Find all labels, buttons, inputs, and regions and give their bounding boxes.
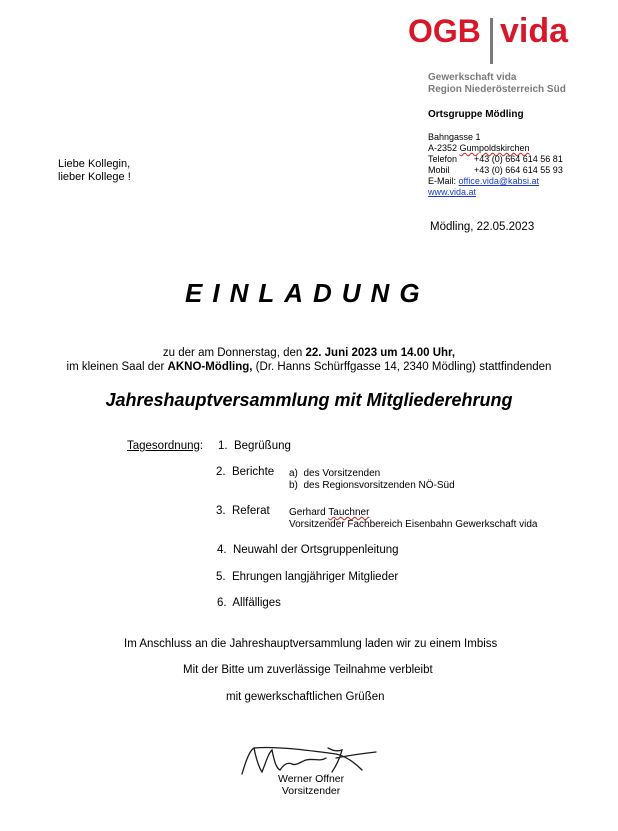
group-name: Ortsgruppe Mödling	[428, 109, 524, 120]
subitem-a: a) des Vorsitzenden	[289, 468, 381, 479]
event-subtitle: Jahreshauptversammlung mit Mitgliederehrung	[105, 390, 513, 410]
closing-line-2: Mit der Bitte um zuverlässige Teilnahme verbleibt	[183, 664, 433, 676]
org-name	[428, 72, 566, 96]
speaker-role: Vorsitzender Fachbereich Eisenbahn Gewerkschaft vida	[289, 519, 538, 530]
address-street: Bahngasse 1	[428, 132, 481, 142]
agenda-item-4: 4. Neuwahl der Ortsgruppenleitung	[217, 544, 399, 556]
intro-line-1: zu der am Donnerstag, den 22. Juni 2023 um 14.00 Uhr,	[162, 347, 456, 359]
speaker-name: Gerhard Tauchner	[289, 507, 370, 518]
subitem-b: b) des Regionsvorsitzenden NÖ-Süd	[289, 480, 455, 491]
signer-block	[278, 773, 344, 797]
intro-text	[0, 346, 618, 374]
signer-name: Werner Offner	[278, 773, 345, 785]
phone-line: Telefon +43 (0) 664 614 56 81	[428, 154, 563, 164]
salutation-line-1: Liebe Kollegin,	[58, 158, 131, 170]
ogb-vida-logo	[408, 8, 586, 64]
intro-line-2: im kleinen Saal der AKNO-Mödling, (Dr. Hanns Schürffgasse 14, 2340 Mödling) stattfindenden	[66, 361, 552, 373]
org-line-2: Region Niederösterreich Süd	[428, 84, 566, 95]
logo-text-ogb: OGB	[408, 13, 481, 49]
signer-role: Vorsitzender	[281, 785, 341, 797]
logo-divider	[490, 18, 493, 64]
email-link[interactable]: office.vida@kabsi.at	[458, 176, 540, 186]
salutation-line-2: lieber Kollege !	[58, 171, 131, 183]
closing-line-3: mit gewerkschaftlichen Grüßen	[226, 691, 385, 703]
agenda-item-5: 5. Ehrungen langjähriger Mitglieder	[216, 571, 399, 583]
agenda-item-2-subitems	[289, 468, 455, 492]
agenda-item-3-speaker	[289, 507, 537, 531]
closing-line-1: Im Anschluss an die Jahreshauptversammlung laden wir zu einem Imbiss	[124, 638, 498, 650]
letter-date: Mödling, 22.05.2023	[430, 221, 535, 233]
email-line: E-Mail: office.vida@kabsi.at	[428, 176, 540, 186]
salutation	[58, 158, 131, 184]
web-link[interactable]: www.vida.at	[428, 187, 477, 197]
agenda-item-6: 6. Allfälliges	[217, 597, 281, 609]
logo-text-vida: vida	[500, 12, 569, 50]
address-block	[428, 132, 563, 198]
agenda-item-1: 1. Begrüßung	[218, 440, 291, 452]
page-title: EINLADUNG	[185, 278, 430, 308]
address-city: A-2352 Gumpoldskirchen	[428, 143, 530, 153]
mobile-line: Mobil +43 (0) 664 614 55 93	[428, 165, 563, 175]
agenda-label: Tagesordnung:	[127, 440, 204, 452]
org-line-1: Gewerkschaft vida	[428, 72, 517, 83]
agenda-item-2: 2. Berichte	[216, 466, 275, 478]
agenda-item-3: 3. Referat	[216, 505, 270, 517]
